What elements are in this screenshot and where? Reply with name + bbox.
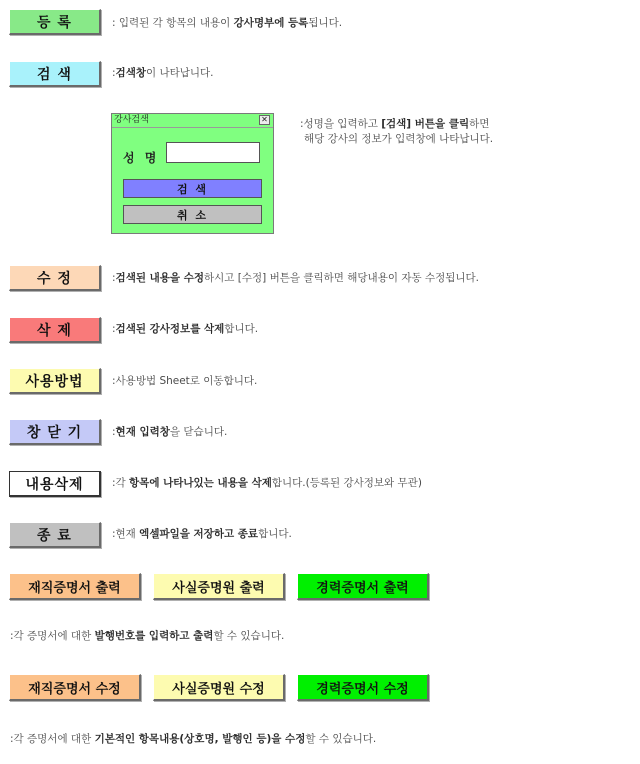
description-text: 합니다. [224,323,259,335]
description-text: : [112,323,116,335]
dialog-note-bold: [검색] 버튼을 클릭 [381,118,470,130]
description-emphasis: 검색창 [115,67,146,79]
close-icon[interactable]: ✕ [259,115,270,125]
usage-button[interactable]: 사용방법 [9,368,101,394]
search-description [112,65,214,80]
description-text: 됩니다. [308,17,343,29]
dialog-note-pre: :성명을 입력하고 [300,118,382,130]
description-text: : 입력된 각 항목의 내용이 [112,17,234,29]
description-emphasis: 항목에 나타나있는 내용을 삭제 [129,477,272,489]
search-button[interactable]: 검 색 [9,61,101,87]
description-text: :각 [112,477,130,489]
print-career-cert-button[interactable]: 경력증명서 출력 [297,573,429,600]
edit-fact-cert-button[interactable]: 사실증명원 수정 [153,674,285,701]
description-emphasis: 강사명부에 등록 [233,17,309,29]
dialog-note-line2: 해당 강사의 정보가 입력창에 나타납니다. [304,133,494,145]
search-dialog [111,113,274,234]
description-text: :각 증명서에 대한 [10,733,95,745]
description-text: 을 닫습니다. [169,426,228,438]
description-text: :사용방법 Sheet로 이동합니다. [112,375,258,387]
description-text: 하시고 [수정] 버튼을 클릭하면 해당내용이 자동 수정됩니다. [204,272,480,284]
description-text: 합니다.(등록된 강사정보와 무관) [271,477,422,489]
close-window-description [112,424,227,439]
register-description [112,15,342,30]
print-fact-cert-button[interactable]: 사실증명원 출력 [153,573,285,600]
dialog-note-line1 [300,116,489,131]
dialog-search-button[interactable]: 검 색 [123,179,262,198]
description-emphasis: 엑셀파일을 저장하고 종료 [139,528,259,540]
name-label: 성 명 [123,151,160,165]
print-employment-cert-button[interactable]: 재직증명서 출력 [9,573,141,600]
description-emphasis: 현재 입력창 [115,426,170,438]
dialog-note-post: 하면 [469,118,490,130]
clear-content-button[interactable]: 내용삭제 [9,471,101,497]
exit-button[interactable]: 종 료 [9,522,101,548]
description-emphasis: 기본적인 항목내용(상호명, 발행인 등)을 수정 [94,733,306,745]
edit-cert-description [10,731,376,746]
close-window-button[interactable]: 창 닫 기 [9,419,101,445]
dialog-titlebar [112,114,273,128]
description-text: : [112,67,116,79]
delete-button[interactable]: 삭 제 [9,317,101,343]
name-input[interactable] [166,142,260,163]
description-text: 합니다. [258,528,292,540]
description-text: :현재 [112,528,140,540]
description-text: :각 증명서에 대한 [10,630,95,642]
description-text: 할 수 있습니다. [305,733,377,745]
description-emphasis: 검색된 내용을 수정 [115,272,205,284]
edit-description [112,270,479,285]
description-text: 할 수 있습니다. [213,630,285,642]
description-emphasis: 발행번호를 입력하고 출력 [94,630,214,642]
usage-description [112,373,257,388]
clear-content-description [112,475,422,490]
edit-career-cert-button[interactable]: 경력증명서 수정 [297,674,429,701]
description-text: : [112,272,116,284]
dialog-cancel-button[interactable]: 취 소 [123,205,262,224]
description-text: 이 나타납니다. [145,67,214,79]
dialog-title: 강사검색 [114,115,149,125]
print-description [10,628,284,643]
edit-employment-cert-button[interactable]: 재직증명서 수정 [9,674,141,701]
description-text: : [112,426,116,438]
delete-description [112,321,258,336]
exit-description [112,526,292,541]
register-button[interactable]: 등 록 [9,9,101,35]
description-emphasis: 검색된 강사정보를 삭제 [115,323,225,335]
edit-button[interactable]: 수 정 [9,265,101,291]
